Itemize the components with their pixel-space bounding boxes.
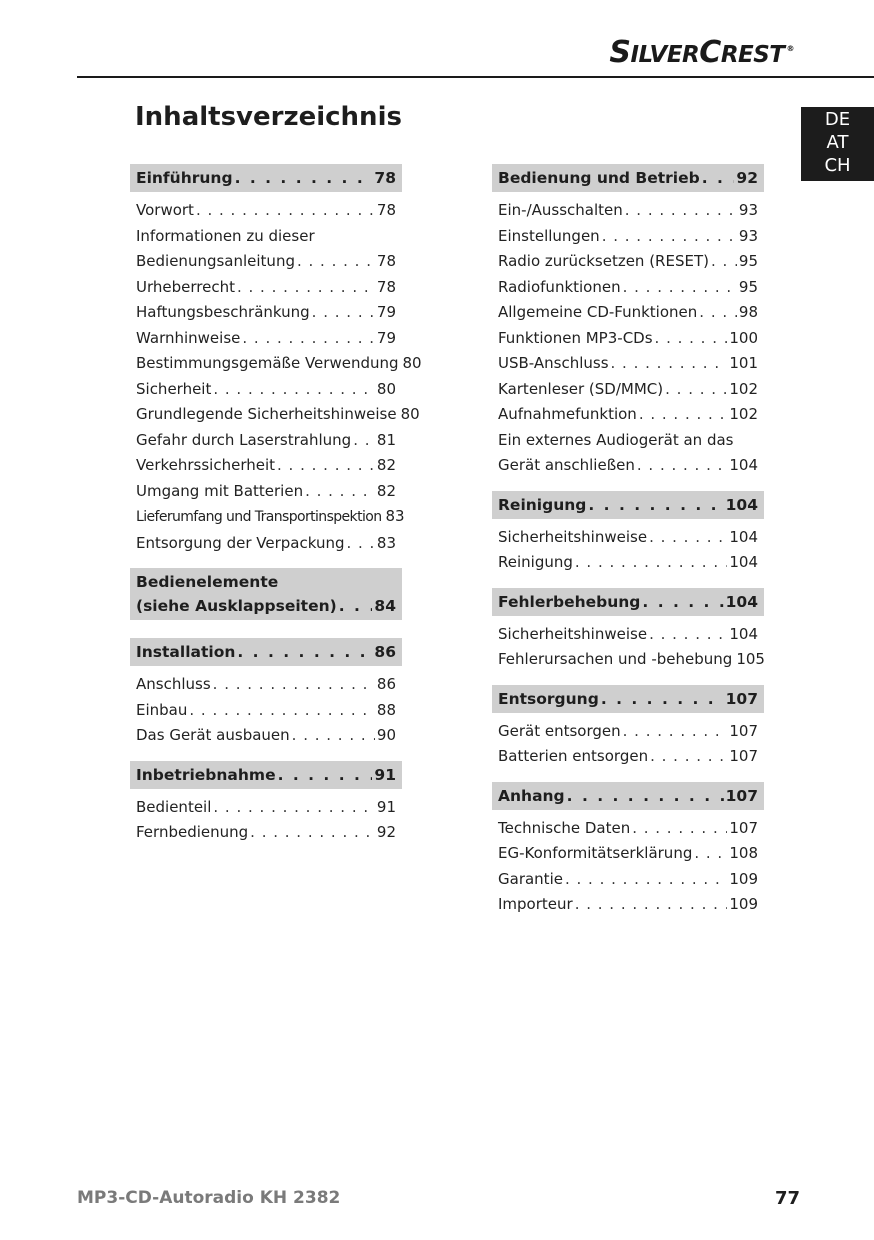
toc-section-heading[interactable]: Installation . . . 86 xyxy=(130,638,402,666)
toc-entry[interactable]: Fernbedienung . . . 92 xyxy=(130,820,402,846)
toc-left-column xyxy=(130,164,422,846)
toc-entry[interactable]: Importeur . . . 109 xyxy=(492,892,764,918)
toc-entry[interactable]: Garantie . . . 109 xyxy=(492,867,764,893)
toc-entry[interactable]: Einbau . . . 88 xyxy=(130,698,402,724)
toc-entry[interactable]: Informationen zu dieser Bedienungsanleitung . . . 78 xyxy=(130,224,402,275)
toc-entry[interactable]: Bedienteil . . . 91 xyxy=(130,795,402,821)
toc-entry[interactable]: Allgemeine CD-Funktionen . . . 98 xyxy=(492,300,764,326)
toc-entry[interactable]: Vorwort . . . 78 xyxy=(130,198,402,224)
toc-entry[interactable]: USB-Anschluss . . . 101 xyxy=(492,351,764,377)
toc-entry[interactable]: Das Gerät ausbauen . . . 90 xyxy=(130,723,402,749)
toc-section-heading[interactable]: Einführung . . . 78 xyxy=(130,164,402,192)
toc-entry[interactable]: Gerät entsorgen . . . 107 xyxy=(492,719,764,745)
footer-page-number: 77 xyxy=(774,1188,800,1209)
toc-entry[interactable]: Ein externes Audiogerät an das Gerät anschließen . . . 104 xyxy=(492,428,764,479)
toc-entry[interactable]: Grundlegende Sicherheitshinweise 80 xyxy=(136,405,420,423)
toc-section-heading[interactable]: Reinigung . . . 104 xyxy=(492,491,764,519)
toc-entry[interactable]: EG-Konformitätserklärung . . . 108 xyxy=(492,841,764,867)
toc-entry[interactable]: Einstellungen . . . 93 xyxy=(492,224,764,250)
toc-entry[interactable]: Sicherheit . . . 80 xyxy=(130,377,402,403)
toc-entry[interactable]: Radiofunktionen . . . 95 xyxy=(492,275,764,301)
toc-entry[interactable]: Fehlerursachen und -behebung 105 xyxy=(498,650,765,668)
toc-entry[interactable]: Radio zurücksetzen (RESET) . . . 95 xyxy=(492,249,764,275)
toc-entry[interactable]: Urheberrecht . . . 78 xyxy=(130,275,402,301)
page-title: Inhaltsverzeichnis xyxy=(135,102,402,132)
toc-entry[interactable]: Funktionen MP3-CDs . . . 100 xyxy=(492,326,764,352)
toc-section-heading[interactable]: Fehlerbehebung . . . 104 xyxy=(492,588,764,616)
toc-entry[interactable]: Reinigung . . . 104 xyxy=(492,550,764,576)
toc-entry[interactable]: Bestimmungsgemäße Verwendung 80 xyxy=(136,354,422,372)
toc-entry[interactable]: Technische Daten . . . 107 xyxy=(492,816,764,842)
language-code: CH xyxy=(824,155,851,176)
toc-entry[interactable]: Verkehrssicherheit . . . 82 xyxy=(130,453,402,479)
toc-entry[interactable]: Aufnahmefunktion . . . 102 xyxy=(492,402,764,428)
toc-section-heading[interactable]: Bedienung und Betrieb . . . 92 xyxy=(492,164,764,192)
toc-entry[interactable]: Ein-/Ausschalten . . . 93 xyxy=(492,198,764,224)
toc-section-heading[interactable]: Inbetriebnahme . . . 91 xyxy=(130,761,402,789)
toc-entry[interactable]: Haftungsbeschränkung . . . 79 xyxy=(130,300,402,326)
toc-right-column xyxy=(492,164,764,918)
footer-product-name: MP3-CD-Autoradio KH 2382 xyxy=(77,1188,341,1208)
toc-entry[interactable]: Sicherheitshinweise . . . 104 xyxy=(492,622,764,648)
toc-entry[interactable]: Sicherheitshinweise . . . 104 xyxy=(492,525,764,551)
toc-entry[interactable]: Gefahr durch Laserstrahlung . . . 81 xyxy=(130,428,402,454)
language-code: AT xyxy=(826,132,849,153)
toc-entry[interactable]: Kartenleser (SD/MMC) . . . 102 xyxy=(492,377,764,403)
toc-section-heading[interactable]: Entsorgung . . . 107 xyxy=(492,685,764,713)
toc-entry[interactable]: Batterien entsorgen . . . 107 xyxy=(492,744,764,770)
toc-entry[interactable]: Entsorgung der Verpackung . . . 83 xyxy=(130,531,402,557)
toc-section-heading[interactable]: Bedienelemente (siehe Ausklappseiten) . . . 84 xyxy=(130,568,402,620)
header-rule xyxy=(77,76,874,78)
toc-section-heading[interactable]: Anhang . . . 107 xyxy=(492,782,764,810)
toc-entry[interactable]: Lieferumfang und Transportinspektion 83 xyxy=(136,507,405,525)
language-code: DE xyxy=(824,109,851,130)
language-tab xyxy=(801,107,874,181)
silvercrest-logo: SILVERCREST ® xyxy=(609,35,794,70)
toc-entry[interactable]: Umgang mit Batterien . . . 82 xyxy=(130,479,402,505)
toc-entry[interactable]: Warnhinweise . . . 79 xyxy=(130,326,402,352)
toc-entry[interactable]: Anschluss . . . 86 xyxy=(130,672,402,698)
